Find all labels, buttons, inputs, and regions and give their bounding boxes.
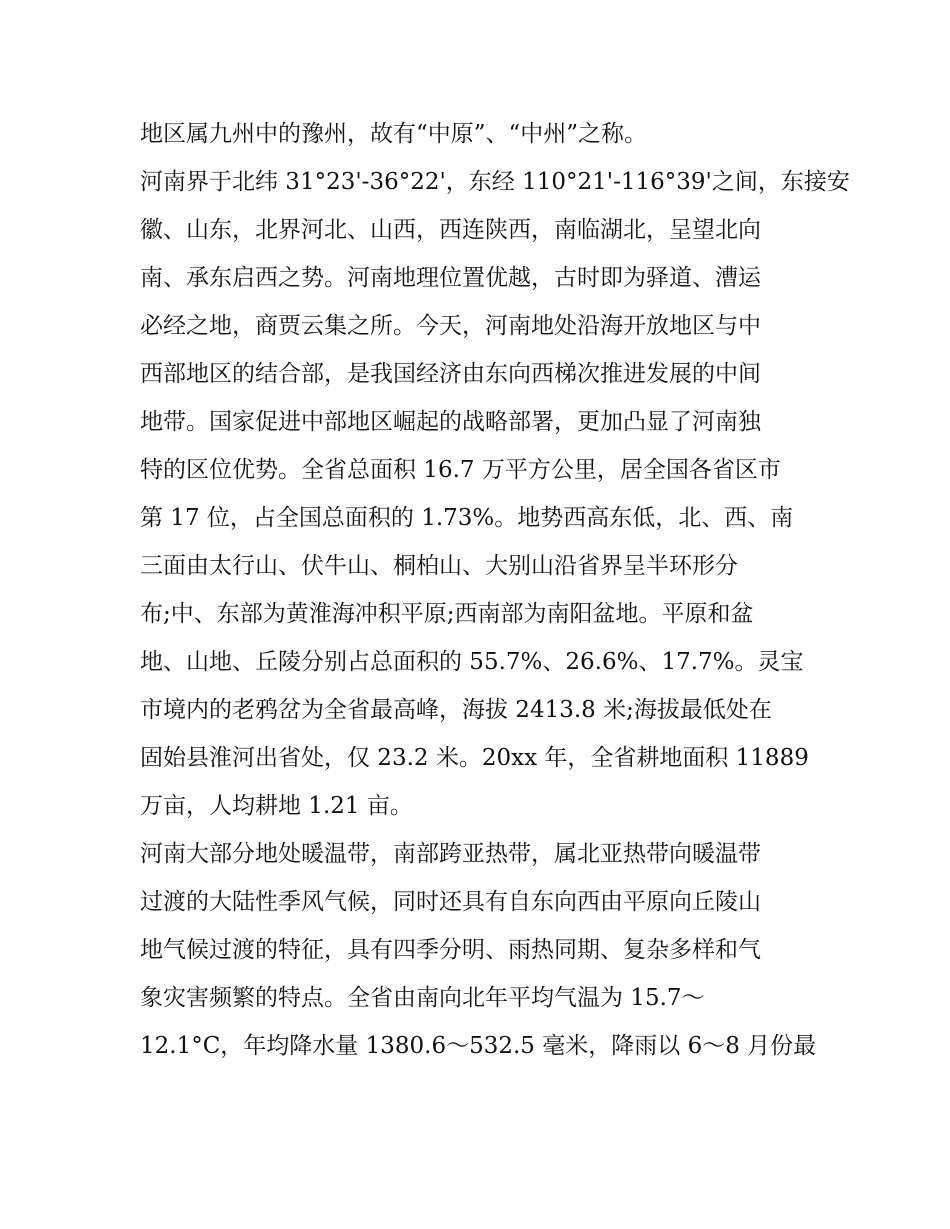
text-line: 地、山地、丘陵分别占总面积的 55.7%、26.6%、17.7%。灵宝 [140,649,804,675]
text-line: 12.1°C，年均降水量 1380.6～532.5 毫米，降雨以 6～8 月份最 [140,1033,817,1059]
text-line: 象灾害频繁的特点。全省由南向北年平均气温为 15.7～ [140,985,705,1011]
text-line: 河南界于北纬 31°23'-36°22'，东经 110°21'-116°39'之间，东接安 [140,169,850,195]
text-line: 地带。国家促进中部地区崛起的战略部署，更加凸显了河南独 [140,409,761,435]
text-line: 市境内的老鸦岔为全省最高峰，海拔 2413.8 米;海拔最低处在 [140,697,772,723]
document-body [140,110,850,1070]
text-line: 地气候过渡的特征，具有四季分明、雨热同期、复杂多样和气 [140,937,761,963]
text-line: 第 17 位，占全国总面积的 1.73%。地势西高东低，北、西、南 [140,505,794,531]
text-line: 西部地区的结合部，是我国经济由东向西梯次推进发展的中间 [140,361,761,387]
text-line: 固始县淮河出省处，仅 23.2 米。20xx 年，全省耕地面积 11889 [140,745,809,771]
text-line: 地区属九州中的豫州，故有“中原”、“中州”之称。 [140,121,648,147]
text-line: 布;中、东部为黄淮海冲积平原;西南部为南阳盆地。平原和盆 [140,601,754,627]
text-line: 三面由太行山、伏牛山、桐柏山、大别山沿省界呈半环形分 [140,553,738,579]
text-line: 过渡的大陆性季风气候，同时还具有自东向西由平原向丘陵山 [140,889,761,915]
text-line: 万亩，人均耕地 1.21 亩。 [140,793,413,819]
text-line: 河南大部分地处暖温带，南部跨亚热带，属北亚热带向暖温带 [140,841,761,867]
text-line: 必经之地，商贾云集之所。今天，河南地处沿海开放地区与中 [140,313,761,339]
text-line: 南、承东启西之势。河南地理位置优越，古时即为驿道、漕运 [140,265,761,291]
text-line: 特的区位优势。全省总面积 16.7 万平方公里，居全国各省区市 [140,457,781,483]
text-line: 徽、山东，北界河北、山西，西连陕西，南临湖北，呈望北向 [140,217,761,243]
